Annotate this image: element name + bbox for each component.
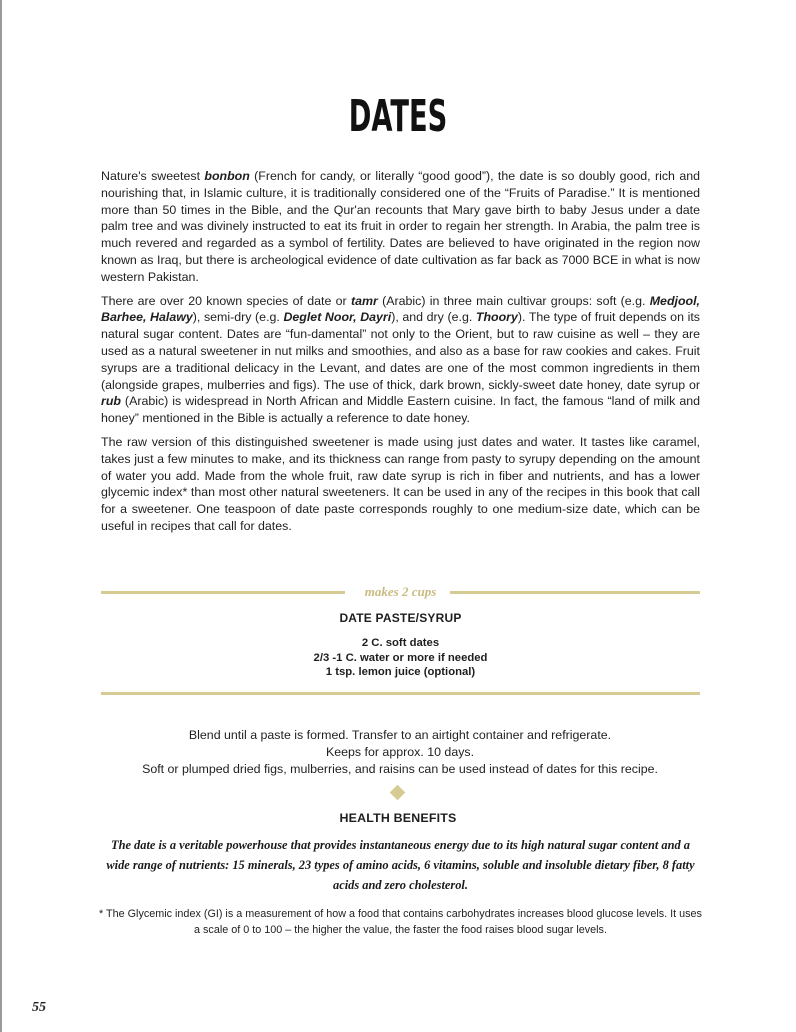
text-run: ). The type of fruit depends on its natural sugar content. Dates are “fun-damental” not only to the Orient, but to raw cuisine as well – they are used as a natural sweetener in nut milks and smoothies, and also as a base for raw cookies and cakes. Fruit syrups are a traditional delicacy in the Levant, and dates are one of the most common ingredients in them (alongside grapes, mulberries and figs). The use of thick, dark brown, sickly-sweet date honey, date syrup or xyxy=(101,310,700,392)
instruction-line: Soft or plumped dried figs, mulberries, and raisins can be used instead of dates for this recipe. xyxy=(142,762,658,776)
rule-right xyxy=(450,591,700,594)
emphasized-term: rub xyxy=(101,394,121,409)
page-number: 55 xyxy=(32,1000,46,1015)
emphasized-term: bonbon xyxy=(204,169,250,183)
page-title: DATES xyxy=(348,91,448,142)
text-run: ), and dry (e.g. xyxy=(391,310,476,325)
text-run: Nature's sweetest xyxy=(101,169,205,183)
recipe-title: DATE PASTE/SYRUP xyxy=(339,611,462,625)
health-benefits-heading: HEALTH BENEFITS xyxy=(339,811,457,825)
health-benefits-text: The date is a veritable powerhouse that provides instantaneous energy due to its high natural sugar content and a wide range of nutrients: 15 minerals, 23 types of amino acids, 6 vitamins, soluble and insoluble dietary fiber, 8 fatty acids and zero cholesterol. xyxy=(106,838,695,892)
text-run: (Arabic) in three main cultivar groups: soft (e.g. xyxy=(377,293,650,308)
body-text xyxy=(101,168,700,542)
emphasized-term: Deglet Noor, Dayri xyxy=(283,310,392,325)
instruction-line: Blend until a paste is formed. Transfer to an airtight container and refrigerate. xyxy=(188,728,612,742)
text-run: (Arabic) is widespread in North African and Middle Eastern cuisine. In fact, the famous “land of milk and honey” mentioned in the Bible is actually a reference to date honey. xyxy=(101,394,700,426)
text-run: (French for candy, or literally “good good”), the date is so doubly good, rich and nourishing that, in Islamic culture, it is traditionally considered one of the “Fruits of Paradise.” It is mentioned more than 50 times in the Bible, and the Qur'an recounts that Mary gave birth to baby Jesus under a date palm tree and was divinely instructed to eat its fruit in order to regain her strength. In Arabia, the palm tree is much revered and regarded as a symbol of fertility. Dates are believed to have originated in the region now known as Iraq, but there is archeological evidence of date cultivation as far back as 7000 BCE in what is now western Pakistan. xyxy=(101,169,700,284)
ingredient-list xyxy=(101,636,700,680)
ingredient-item: 1 tsp. lemon juice (optional) xyxy=(325,666,476,678)
emphasized-term: tamr xyxy=(350,293,378,308)
diamond-ornament-icon xyxy=(390,785,406,801)
ingredient-item: 2 C. soft dates xyxy=(361,637,440,649)
emphasized-term: Thoory xyxy=(475,310,518,325)
recipe-yield: makes 2 cups xyxy=(364,584,437,599)
page-edge xyxy=(0,0,2,1032)
cultivar-paragraph xyxy=(101,293,700,427)
glycemic-footnote: * The Glycemic index (GI) is a measurement of how a food that contains carbohydrates increases blood glucose levels. It uses a scale of 0 to 100 – the higher the value, the faster the food raises blood sugar levels. xyxy=(99,908,702,936)
recipe-top-rule xyxy=(101,583,700,601)
raw-syrup-paragraph xyxy=(101,434,700,535)
text-run: ), semi-dry (e.g. xyxy=(192,310,284,325)
text-run: There are over 20 known species of date or xyxy=(101,293,351,308)
recipe-bottom-rule xyxy=(101,692,700,695)
intro-paragraph xyxy=(101,168,700,286)
emphasized-term: Medjool, Barhee, Halawy xyxy=(101,293,700,325)
recipe-instructions xyxy=(60,727,740,778)
instruction-line: Keeps for approx. 10 days. xyxy=(325,745,475,759)
recipe-card xyxy=(101,583,700,695)
text-run: The raw version of this distinguished sweetener is made using just dates and water. It tastes like caramel, takes just a few minutes to make, and its thickness can range from pasty to syrupy depending on the amount of water you add. Made from the whole fruit, raw date syrup is rich in fiber and nutrients, and has a lower glycemic index* than most other natural sweeteners. It can be used in any of the recipes in this book that call for a sweetener. One teaspoon of date paste corresponds roughly to one medium-size date, which can be useful in recipes that call for dates. xyxy=(101,434,700,533)
ingredient-item: 2/3 -1 C. water or more if needed xyxy=(313,651,488,664)
